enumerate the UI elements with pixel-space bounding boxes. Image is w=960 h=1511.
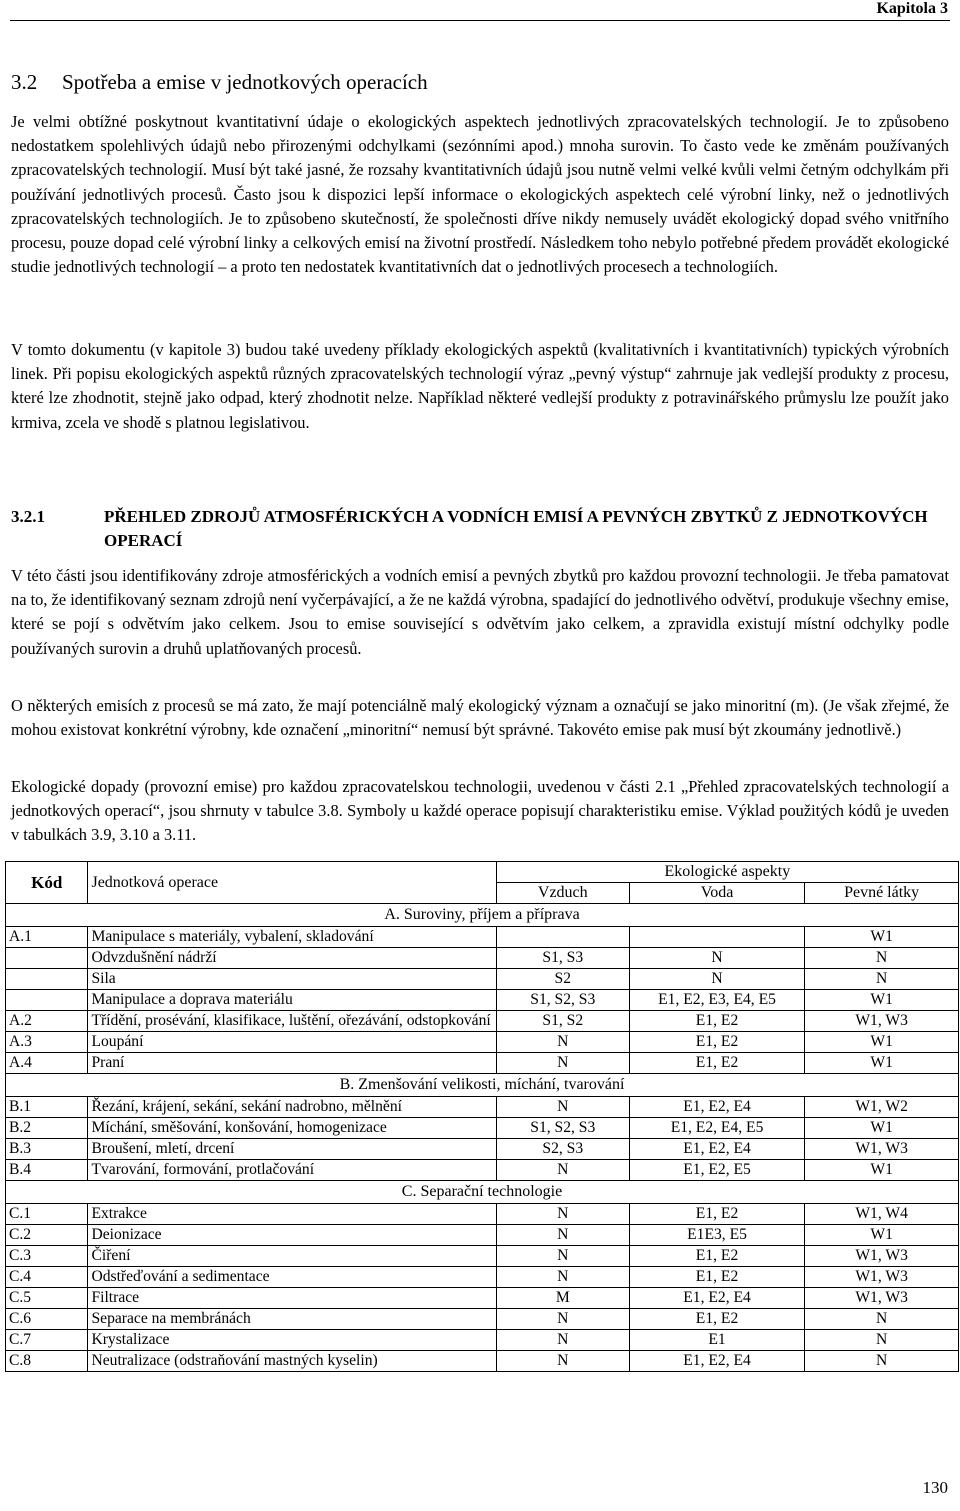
subsection-title-text: PŘEHLED ZDROJŮ ATMOSFÉRICKÝCH A VODNÍCH EMISÍ A PEVNÝCH ZBYTKŮ Z JEDNOTKOVÝCH OPERACÍ (104, 507, 928, 550)
header-water: Voda (629, 883, 804, 904)
row-solid: W1, W2 (805, 1097, 959, 1118)
row-code (6, 969, 88, 990)
table-row (6, 1097, 959, 1118)
row-solid: W1, W3 (805, 1246, 959, 1267)
row-solid: W1 (805, 1118, 959, 1139)
row-solid: W1 (805, 1160, 959, 1181)
page-number: 130 (922, 1478, 948, 1497)
subsection-number: 3.2.1 (11, 507, 45, 526)
row-operation: Filtrace (88, 1288, 496, 1309)
row-operation: Řezání, krájení, sekání, sekání nadrobno, mělnění (88, 1097, 496, 1118)
row-air: N (496, 1246, 629, 1267)
row-air: N (496, 1097, 629, 1118)
table-row (6, 948, 959, 969)
header-code: Kód (6, 862, 88, 904)
row-solid: W1 (805, 990, 959, 1011)
chapter-label: Kapitola 3 (876, 0, 948, 17)
table-row (6, 1288, 959, 1309)
table-row (6, 1309, 959, 1330)
table-row (6, 1118, 959, 1139)
row-code: C.5 (6, 1288, 88, 1309)
row-operation: Odvzdušnění nádrží (88, 948, 496, 969)
row-code: C.6 (6, 1309, 88, 1330)
row-operation: Loupání (88, 1032, 496, 1053)
row-water: E1, E2 (629, 1246, 804, 1267)
row-code (6, 990, 88, 1011)
row-air: N (496, 1267, 629, 1288)
row-air: N (496, 1351, 629, 1372)
table-row (6, 1225, 959, 1246)
table-row (6, 1267, 959, 1288)
row-air: N (496, 1309, 629, 1330)
row-air: M (496, 1288, 629, 1309)
row-air: S1, S2, S3 (496, 990, 629, 1011)
row-code: B.3 (6, 1139, 88, 1160)
row-operation: Neutralizace (odstraňování mastných kyselin) (88, 1351, 496, 1372)
row-operation: Separace na membránách (88, 1309, 496, 1330)
row-water: E1, E2 (629, 1267, 804, 1288)
row-air: N (496, 1032, 629, 1053)
row-operation: Tvarování, formování, protlačování (88, 1160, 496, 1181)
row-code: A.4 (6, 1053, 88, 1074)
row-solid: W1 (805, 927, 959, 948)
row-code: C.7 (6, 1330, 88, 1351)
row-water: E1, E2, E4 (629, 1097, 804, 1118)
table-section-row (6, 1074, 959, 1097)
row-air: S2, S3 (496, 1139, 629, 1160)
table-row (6, 1351, 959, 1372)
row-operation: Extrakce (88, 1204, 496, 1225)
row-solid: W1 (805, 1225, 959, 1246)
header-rule (10, 20, 950, 21)
row-code: C.1 (6, 1204, 88, 1225)
row-operation: Broušení, mletí, drcení (88, 1139, 496, 1160)
table-row (6, 927, 959, 948)
row-air: N (496, 1160, 629, 1181)
row-solid: N (805, 1351, 959, 1372)
table-row (6, 1204, 959, 1225)
aspects-table (5, 861, 959, 1372)
section-number: 3.2 (11, 70, 38, 94)
paragraph-intro: Je velmi obtížné poskytnout kvantitativní údaje o ekologických aspektech jednotlivých zpracovatelských technologií. Je to způsobeno nedostatkem spolehlivých údajů nebo přirozenými odchylkami (sezónními apod.) mnoha surovin. To často vede ke změnám používaných zpracovatelských technologií. Musí být také jasné, že rozsahy kvantitativních údajů jsou nutně velmi velké kvůli velmi četným odchylkám při používání jednotlivých procesů. Často jsou k dispozici lepší informace o ekologických aspektech celé výrobní linky, než o jednotlivých zpracovatelských technologiích. Je to způsobeno skutečností, že společnosti dříve nikdy nemusely uvádět ekologický dopad svého vnitřního procesu, pouze dopad celé výrobní linky a celkových emisí na životní prostředí. Následkem toho nebylo potřebné předem provádět ekologické studie jednotlivých technologií – a proto ten nedostatek kvantitativních dat o jednotlivých procesech a technologiích. (11, 112, 949, 277)
row-water: E1, E2, E5 (629, 1160, 804, 1181)
row-operation: Praní (88, 1053, 496, 1074)
subsection-title (11, 505, 949, 553)
row-solid: W1, W3 (805, 1288, 959, 1309)
row-code: C.8 (6, 1351, 88, 1372)
row-water: E1, E2, E4 (629, 1288, 804, 1309)
row-water: E1, E2 (629, 1309, 804, 1330)
row-water: N (629, 948, 804, 969)
row-solid: N (805, 948, 959, 969)
row-air: N (496, 1330, 629, 1351)
table-row (6, 1011, 959, 1032)
header-aspects: Ekologické aspekty (496, 862, 958, 883)
row-water: E1, E2 (629, 1053, 804, 1074)
row-water: E1, E2 (629, 1032, 804, 1053)
table-body (6, 904, 959, 1372)
row-code: C.3 (6, 1246, 88, 1267)
table-row (6, 990, 959, 1011)
header-air: Vzduch (496, 883, 629, 904)
row-water: E1, E2 (629, 1011, 804, 1032)
table-row (6, 1053, 959, 1074)
row-air (496, 927, 629, 948)
table-row (6, 1246, 959, 1267)
row-solid: W1 (805, 1053, 959, 1074)
row-water: E1E3, E5 (629, 1225, 804, 1246)
row-operation: Deionizace (88, 1225, 496, 1246)
header-operation: Jednotková operace (88, 862, 496, 904)
row-solid: N (805, 969, 959, 990)
table-section-title: C. Separační technologie (6, 1181, 959, 1204)
table-row (6, 1330, 959, 1351)
row-water: E1 (629, 1330, 804, 1351)
row-air: N (496, 1204, 629, 1225)
section-title-text: Spotřeba a emise v jednotkových operacích (62, 70, 428, 94)
row-operation: Manipulace s materiály, vybalení, skladování (88, 927, 496, 948)
paragraph-examples: V tomto dokumentu (v kapitole 3) budou také uvedeny příklady ekologických aspektů (kvalitativních i kvantitativních) typických výrobních linek. Při popisu ekologických aspektů různých zpracovatelských technologií výraz „pevný výstup“ zahrnuje jak vedlejší produkty z procesu, které lze zhodnotit, stejně jako odpad, který zhodnotit nelze. Například některé vedlejší produkty z potravinářského průmyslu lze použít jako krmiva, zcela ve shodě s platnou legislativou. (11, 340, 949, 432)
row-water: E1, E2, E3, E4, E5 (629, 990, 804, 1011)
row-code (6, 948, 88, 969)
row-solid: N (805, 1330, 959, 1351)
row-operation: Sila (88, 969, 496, 990)
row-water: N (629, 969, 804, 990)
row-solid: W1, W4 (805, 1204, 959, 1225)
table-section-title: B. Zmenšování velikosti, míchání, tvarování (6, 1074, 959, 1097)
header-solid: Pevné látky (805, 883, 959, 904)
row-code: A.2 (6, 1011, 88, 1032)
row-code: B.4 (6, 1160, 88, 1181)
table-row (6, 1032, 959, 1053)
paragraph-impacts: Ekologické dopady (provozní emise) pro každou zpracovatelskou technologii, uvedenou v části 2.1 „Přehled zpracovatelských technologií a jednotkových operací“, jsou shrnuty v tabulce 3.8. Symboly u každé operace popisují charakteristiku emise. Výklad použitých kódů je uveden v tabulkách 3.9, 3.10 a 3.11. (11, 777, 949, 845)
row-solid: W1, W3 (805, 1267, 959, 1288)
row-solid: N (805, 1309, 959, 1330)
row-operation: Manipulace a doprava materiálu (88, 990, 496, 1011)
row-air: N (496, 1053, 629, 1074)
row-operation: Míchání, směšování, konšování, homogenizace (88, 1118, 496, 1139)
row-operation: Třídění, prosévání, klasifikace, luštění, ořezávání, odstopkování (88, 1011, 496, 1032)
row-air: S1, S2, S3 (496, 1118, 629, 1139)
row-code: A.1 (6, 927, 88, 948)
row-operation: Odstřeďování a sedimentace (88, 1267, 496, 1288)
row-water: E1, E2, E4, E5 (629, 1118, 804, 1139)
table-section-row (6, 1181, 959, 1204)
row-code: A.3 (6, 1032, 88, 1053)
row-code: C.2 (6, 1225, 88, 1246)
table-section-title: A. Suroviny, příjem a příprava (6, 904, 959, 927)
table-row (6, 1139, 959, 1160)
row-solid: W1, W3 (805, 1011, 959, 1032)
row-code: B.2 (6, 1118, 88, 1139)
row-water (629, 927, 804, 948)
row-solid: W1 (805, 1032, 959, 1053)
row-air: S1, S2 (496, 1011, 629, 1032)
section-title (11, 70, 428, 95)
row-air: N (496, 1225, 629, 1246)
table-row (6, 1160, 959, 1181)
row-code: B.1 (6, 1097, 88, 1118)
row-water: E1, E2, E4 (629, 1139, 804, 1160)
row-solid: W1, W3 (805, 1139, 959, 1160)
row-operation: Krystalizace (88, 1330, 496, 1351)
row-operation: Čiření (88, 1246, 496, 1267)
row-water: E1, E2, E4 (629, 1351, 804, 1372)
paragraph-minor: O některých emisích z procesů se má zato, že mají potenciálně malý ekologický význam a označují se jako minoritní (m). (Je však zřejmé, že mohou existovat konkrétní výrobny, kde označení „minoritní“ nemusí být správné. Takovéto emise pak musí být zkoumány jednotlivě.) (11, 696, 949, 740)
row-air: S2 (496, 969, 629, 990)
row-water: E1, E2 (629, 1204, 804, 1225)
paragraph-sources: V této části jsou identifikovány zdroje atmosférických a vodních emisí a pevných zbytků pro každou provozní technologii. Je třeba pamatovat na to, že identifikovaný seznam zdrojů není vyčerpávající, a že ne každá výrobna, spadající do jednotlivého odvětví, produkuje všechny emise, které se pojí s odvětvím jako celkem. Jsou to emise související s odvětvím jako celkem, a zpravidla existují místní odchylky podle používaných surovin a druhů uplatňovaných procesů. (11, 566, 949, 658)
row-air: S1, S3 (496, 948, 629, 969)
table-section-row (6, 904, 959, 927)
table-row (6, 969, 959, 990)
row-code: C.4 (6, 1267, 88, 1288)
